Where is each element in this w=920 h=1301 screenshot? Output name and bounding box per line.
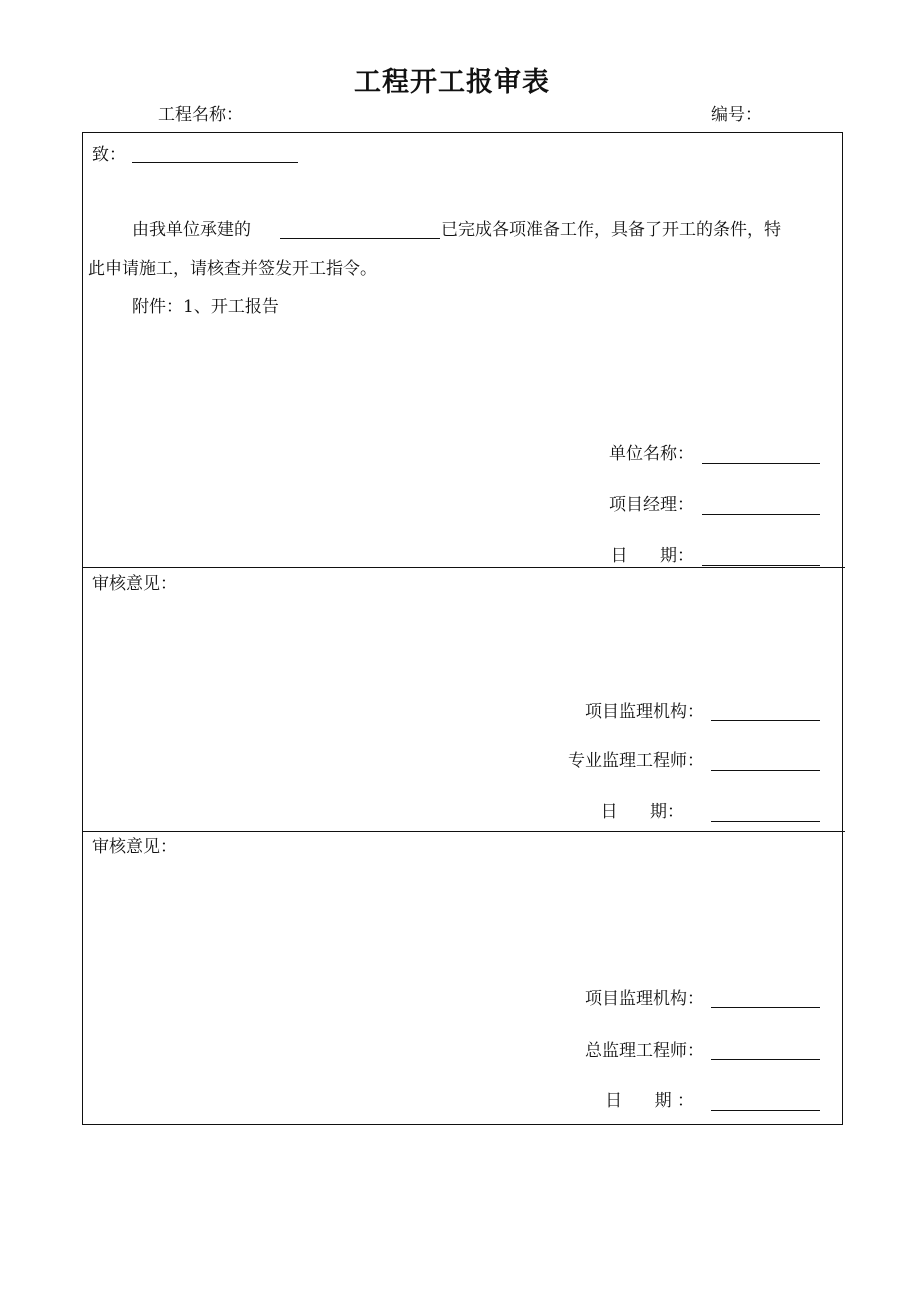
section-divider-1 (82, 567, 845, 568)
date-field-3[interactable] (711, 1110, 820, 1111)
supervision-org-label-2: 项目监理机构： (585, 989, 704, 1009)
review-label-2: 审核意见： (92, 837, 177, 857)
professional-engineer-label: 专业监理工程师： (568, 751, 704, 771)
chief-engineer-label: 总监理工程师： (585, 1041, 704, 1061)
supervision-org-field-2[interactable] (711, 1007, 820, 1008)
unit-name-field[interactable] (702, 463, 820, 464)
form-title: 工程开工报审表 (354, 67, 550, 98)
section-divider-2 (82, 831, 845, 832)
body-text-line2: 此申请施工，请核查并签发开工指令。 (88, 259, 377, 279)
recipient-field[interactable] (132, 162, 298, 163)
chief-engineer-field[interactable] (711, 1059, 820, 1060)
project-name-label: 工程名称： (158, 105, 243, 125)
project-manager-field[interactable] (702, 514, 820, 515)
body-text-part2: 已完成各项准备工作，具备了开工的条件，特 (441, 220, 781, 240)
supervision-org-label-1: 项目监理机构： (585, 702, 704, 722)
body-text-part1: 由我单位承建的 (132, 220, 251, 240)
date-label-2: 日 期： (600, 802, 684, 822)
to-label: 致： (92, 145, 126, 165)
form-table (82, 132, 843, 1125)
supervision-org-field-1[interactable] (711, 720, 820, 721)
unit-name-label: 单位名称： (609, 444, 694, 464)
date-label-3: 日 期 ： (605, 1091, 694, 1111)
date-field-1[interactable] (702, 565, 820, 566)
review-label-1: 审核意见： (92, 574, 177, 594)
date-label-1: 日 期： (610, 546, 694, 566)
project-manager-label: 项目经理： (609, 495, 694, 515)
date-field-2[interactable] (711, 821, 820, 822)
attachment-text: 附件：1、开工报告 (132, 297, 279, 317)
professional-engineer-field[interactable] (711, 770, 820, 771)
project-field[interactable] (280, 238, 440, 239)
number-label: 编号： (711, 105, 762, 125)
